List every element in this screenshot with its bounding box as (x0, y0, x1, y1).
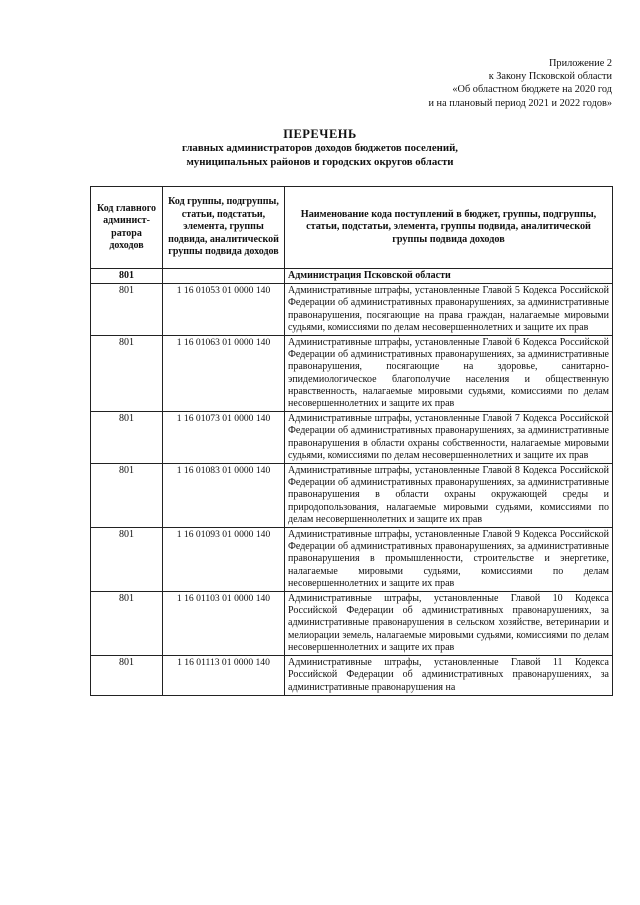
income-code: 1 16 01103 01 0000 140 (163, 592, 285, 656)
income-name: Административные штрафы, установленные Главой 5 Кодекса Российской Федерации об административных правонарушениях, за административные правонарушения, посягающие на права граждан, налагаемые мировыми судьями, комиссиями по делам несовершеннолетних и защите их прав (285, 284, 613, 336)
table-row (91, 656, 613, 696)
header-admin-code: Код главного админист-ратора доходов (91, 187, 163, 269)
income-code: 1 16 01073 01 0000 140 (163, 412, 285, 464)
appendix-line: к Закону Псковской области (488, 71, 612, 83)
appendix-line: «Об областном бюджете на 2020 год (452, 84, 612, 96)
empty-cell (163, 269, 285, 284)
admin-code: 801 (91, 656, 163, 696)
admin-code: 801 (91, 284, 163, 336)
income-name: Административные штрафы, установленные Главой 10 Кодекса Российской Федерации об административных правонарушениях, за административные правонарушения в сельском хозяйстве, ветеринарии и мелиорации земель, налагаемые мировыми судьями, комиссиями по делам несовершеннолетних и защите их прав (285, 592, 613, 656)
table-row (91, 464, 613, 528)
income-code: 1 16 01093 01 0000 140 (163, 528, 285, 592)
income-name: Административные штрафы, установленные Главой 9 Кодекса Российской Федерации об административных правонарушениях, за административные правонарушения в промышленности, строительстве и энергетике, налагаемые мировыми судьями, комиссиями по делам несовершеннолетних и защите их прав (285, 528, 613, 592)
table-row (91, 412, 613, 464)
admin-code: 801 (91, 528, 163, 592)
table-row (91, 592, 613, 656)
income-name: Административные штрафы, установленные Главой 11 Кодекса Российской Федерации об административных правонарушениях, за административные правонарушения на (285, 656, 613, 696)
title-heading: ПЕРЕЧЕНЬ (283, 127, 357, 141)
appendix-line: и на плановый период 2021 и 2022 годов» (428, 97, 612, 109)
admin-code: 801 (91, 336, 163, 412)
title-subheading: муниципальных районов и городских округов области (186, 155, 454, 168)
income-name: Административные штрафы, установленные Главой 8 Кодекса Российской Федерации об административных правонарушениях, за административные правонарушения в области охраны окружающей среды и природопользования, налагаемые мировыми судьями, комиссиями по делам несовершеннолетних и защите их прав (285, 464, 613, 528)
header-group-code: Код группы, подгруппы, статьи, подстатьи, элемента, группы подвида, аналитической группы подвида доходов (163, 187, 285, 269)
appendix-line: Приложение 2 (549, 58, 612, 69)
title-subheading: главных администраторов доходов бюджетов поселений, (182, 142, 458, 154)
income-name: Административные штрафы, установленные Главой 7 Кодекса Российской Федерации об административных правонарушениях, за административные правонарушения в области охраны собственности, налагаемые мировыми судьями, комиссиями по делам несовершеннолетних и защите их прав (285, 412, 613, 464)
admin-code: 801 (91, 269, 163, 284)
admin-code: 801 (91, 464, 163, 528)
document-title (0, 127, 640, 169)
admin-code: 801 (91, 412, 163, 464)
table-row (91, 336, 613, 412)
administrators-table (90, 186, 613, 696)
income-code: 1 16 01063 01 0000 140 (163, 336, 285, 412)
table-row (91, 528, 613, 592)
table-header-row (91, 187, 613, 269)
income-code: 1 16 01113 01 0000 140 (163, 656, 285, 696)
appendix-note (428, 57, 612, 110)
admin-code: 801 (91, 592, 163, 656)
admin-name: Администрация Псковской области (285, 269, 613, 284)
income-code: 1 16 01083 01 0000 140 (163, 464, 285, 528)
table-row (91, 284, 613, 336)
header-name: Наименование кода поступлений в бюджет, группы, подгруппы, статьи, подстатьи, элемента, группы подвида, аналитической группы подвида доходов (285, 187, 613, 269)
income-code: 1 16 01053 01 0000 140 (163, 284, 285, 336)
income-name: Административные штрафы, установленные Главой 6 Кодекса Российской Федерации об административных правонарушениях, за административные правонарушения, посягающие на здоровье, санитарно-эпидемиологическое благополучие населения и общественную нравственность, налагаемые мировыми судьями, комиссиями по делам несовершеннолетних и защите их прав (285, 336, 613, 412)
administrator-row (91, 269, 613, 284)
